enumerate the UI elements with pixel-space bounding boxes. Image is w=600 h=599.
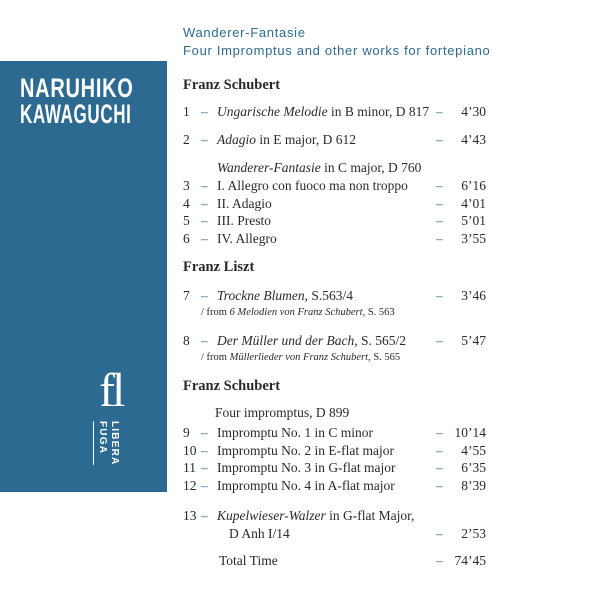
track-duration: 8’39: [461, 478, 486, 493]
track-title: Impromptu No. 2 in E-flat major: [217, 443, 394, 458]
track-duration: 2’53: [461, 526, 486, 541]
track-number: 3: [183, 178, 190, 193]
track-title: [217, 507, 414, 525]
track-title: Impromptu No. 4 in A-flat major: [217, 478, 395, 493]
work-detail: , S.563/4: [304, 288, 353, 303]
composer-heading: Franz Liszt: [183, 259, 255, 275]
track-number: 9: [183, 425, 190, 440]
track-row: [0, 477, 600, 495]
separator-dash: –: [436, 213, 443, 228]
album-title: Wanderer-Fantasie: [183, 25, 306, 40]
track-number: 5: [183, 213, 190, 228]
separator-dash: –: [436, 526, 443, 541]
source-title: Müllerlieder von Franz Schubert: [229, 352, 369, 363]
track-row: [0, 442, 600, 460]
track-number: 1: [183, 104, 190, 119]
track-duration: 6’35: [461, 460, 486, 475]
track-duration: 3’55: [461, 231, 486, 246]
track-source: [201, 351, 400, 365]
work-detail: in B minor, D 817: [330, 104, 430, 119]
track-title: [217, 103, 429, 121]
separator-dash: –: [201, 508, 208, 523]
track-duration: 10’14: [454, 425, 486, 440]
work-title: Trockne Blumen: [217, 288, 305, 303]
track-duration: 4’30: [461, 104, 486, 119]
track-row: [0, 103, 600, 121]
track-title: [217, 287, 353, 305]
track-title: IV. Allegro: [217, 231, 277, 246]
track-row-continued: [0, 525, 600, 543]
work-detail: in G-flat Major,: [329, 508, 415, 523]
album-subtitle: Four Impromptus and other works for fortepiano: [183, 43, 491, 58]
track-number: 12: [183, 478, 197, 493]
track-number: 7: [183, 288, 190, 303]
source-title: 6 Melodien von Franz Schubert: [229, 307, 363, 318]
track-number: 6: [183, 231, 190, 246]
track-duration: 6’16: [461, 178, 486, 193]
total-time-value: 74’45: [454, 553, 486, 568]
work-heading: [0, 159, 600, 177]
track-title: [217, 131, 356, 149]
track-row: [0, 507, 600, 525]
track-title: [217, 332, 406, 350]
track-row: [0, 332, 600, 350]
track-title: I. Allegro con fuoco ma non troppo: [217, 178, 408, 193]
composer-heading: Franz Schubert: [183, 378, 281, 394]
separator-dash: –: [201, 178, 208, 193]
separator-dash: –: [436, 553, 443, 568]
track-row: [0, 230, 600, 248]
track-duration: 4’43: [461, 132, 486, 147]
work-title: Four impromptus, D 899: [215, 405, 350, 420]
separator-dash: –: [201, 333, 208, 348]
separator-dash: –: [436, 333, 443, 348]
source-prefix: / from: [201, 352, 227, 363]
track-duration: 5’47: [461, 333, 486, 348]
source-detail: , S. 563: [362, 307, 395, 318]
track-title: III. Presto: [217, 213, 271, 228]
work-title: Ungarische Melodie: [217, 104, 328, 119]
separator-dash: –: [436, 443, 443, 458]
track-duration: 4’01: [461, 196, 486, 211]
artist-first-name: NARUHIKO: [20, 72, 134, 103]
separator-dash: –: [436, 478, 443, 493]
label-name-line2: LIBERA: [109, 421, 120, 466]
track-number: 13: [183, 508, 197, 523]
work-title: Adagio: [217, 132, 256, 147]
work-detail: D Anh I/14: [229, 526, 290, 541]
separator-dash: –: [436, 425, 443, 440]
track-row: [0, 212, 600, 230]
separator-dash: –: [201, 196, 208, 211]
separator-dash: –: [201, 460, 208, 475]
track-number: 11: [183, 460, 196, 475]
track-duration: 4’55: [461, 443, 486, 458]
separator-dash: –: [201, 104, 208, 119]
track-number: 10: [183, 443, 197, 458]
track-row: [0, 424, 600, 442]
track-title: II. Adagio: [217, 196, 272, 211]
fuga-libera-logo-icon: fl: [99, 364, 123, 417]
separator-dash: –: [436, 178, 443, 193]
separator-dash: –: [436, 104, 443, 119]
separator-dash: –: [436, 460, 443, 475]
work-detail: , S. 565/2: [354, 333, 406, 348]
source-prefix: / from: [201, 307, 227, 318]
separator-dash: –: [201, 231, 208, 246]
track-title: Impromptu No. 1 in C minor: [217, 425, 373, 440]
separator-dash: –: [201, 425, 208, 440]
track-duration: 3’46: [461, 288, 486, 303]
track-row: [0, 177, 600, 195]
work-title: Wanderer-Fantasie: [217, 160, 321, 175]
artist-last-name: KAWAGUCHI: [20, 98, 132, 129]
total-time-row: [0, 552, 600, 570]
track-row: [0, 195, 600, 213]
separator-dash: –: [201, 478, 208, 493]
track-duration: 5’01: [461, 213, 486, 228]
track-source: [201, 306, 395, 320]
work-title: Kupelwieser-Walzer: [217, 508, 326, 523]
separator-dash: –: [436, 196, 443, 211]
source-detail: , S. 565: [368, 352, 401, 363]
track-number: 2: [183, 132, 190, 147]
separator-dash: –: [201, 213, 208, 228]
track-title: Impromptu No. 3 in G-flat major: [217, 460, 396, 475]
separator-dash: –: [436, 288, 443, 303]
track-row: [0, 287, 600, 305]
separator-dash: –: [201, 288, 208, 303]
work-title: Der Müller und der Bach: [217, 333, 355, 348]
composer-heading: Franz Schubert: [183, 77, 281, 93]
work-detail: in E major, D 612: [259, 132, 356, 147]
track-row: [0, 459, 600, 477]
separator-dash: –: [436, 132, 443, 147]
work-detail: in C major, D 760: [324, 160, 422, 175]
track-row: [0, 131, 600, 149]
separator-dash: –: [201, 443, 208, 458]
track-number: 4: [183, 196, 190, 211]
total-time-label: Total Time: [219, 553, 278, 568]
separator-dash: –: [436, 231, 443, 246]
work-heading: [0, 404, 600, 422]
label-name-line1: FUGA: [97, 421, 108, 455]
separator-dash: –: [201, 132, 208, 147]
track-number: 8: [183, 333, 190, 348]
